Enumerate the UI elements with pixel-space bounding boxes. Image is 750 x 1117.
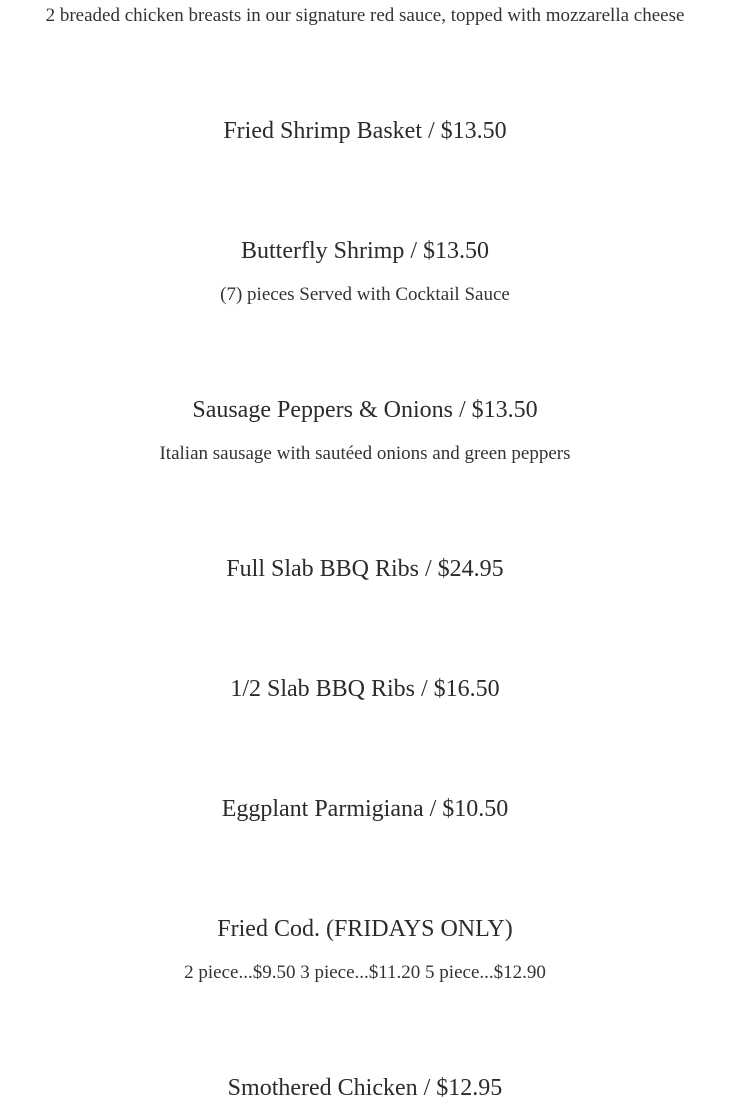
menu-item-description-sausage-peppers-onions: Italian sausage with sautéed onions and green peppers [159, 443, 571, 464]
menu-item-description-butterfly-shrimp: (7) pieces Served with Cocktail Sauce [220, 284, 510, 305]
menu-item-title-smothered-chicken: Smothered Chicken / $12.95 [227, 1075, 503, 1101]
menu-item-title-fried-cod: Fried Cod. (FRIDAYS ONLY) [217, 916, 513, 942]
menu-item-title-eggplant-parmigiana: Eggplant Parmigiana / $10.50 [221, 796, 509, 822]
menu-item-title-butterfly-shrimp: Butterfly Shrimp / $13.50 [241, 238, 489, 264]
menu-item-title-full-slab-bbq-ribs: Full Slab BBQ Ribs / $24.95 [226, 556, 504, 582]
menu-item-title-sausage-peppers-onions: Sausage Peppers & Onions / $13.50 [192, 397, 538, 423]
menu-item-description-top: 2 breaded chicken breasts in our signature red sauce, topped with mozzarella cheese [45, 5, 685, 26]
menu-item-title-half-slab-bbq-ribs: 1/2 Slab BBQ Ribs / $16.50 [230, 676, 500, 702]
menu-item-title-fried-shrimp-basket: Fried Shrimp Basket / $13.50 [223, 118, 507, 144]
menu-item-description-fried-cod: 2 piece...$9.50 3 piece...$11.20 5 piece...$12.90 [184, 962, 546, 983]
